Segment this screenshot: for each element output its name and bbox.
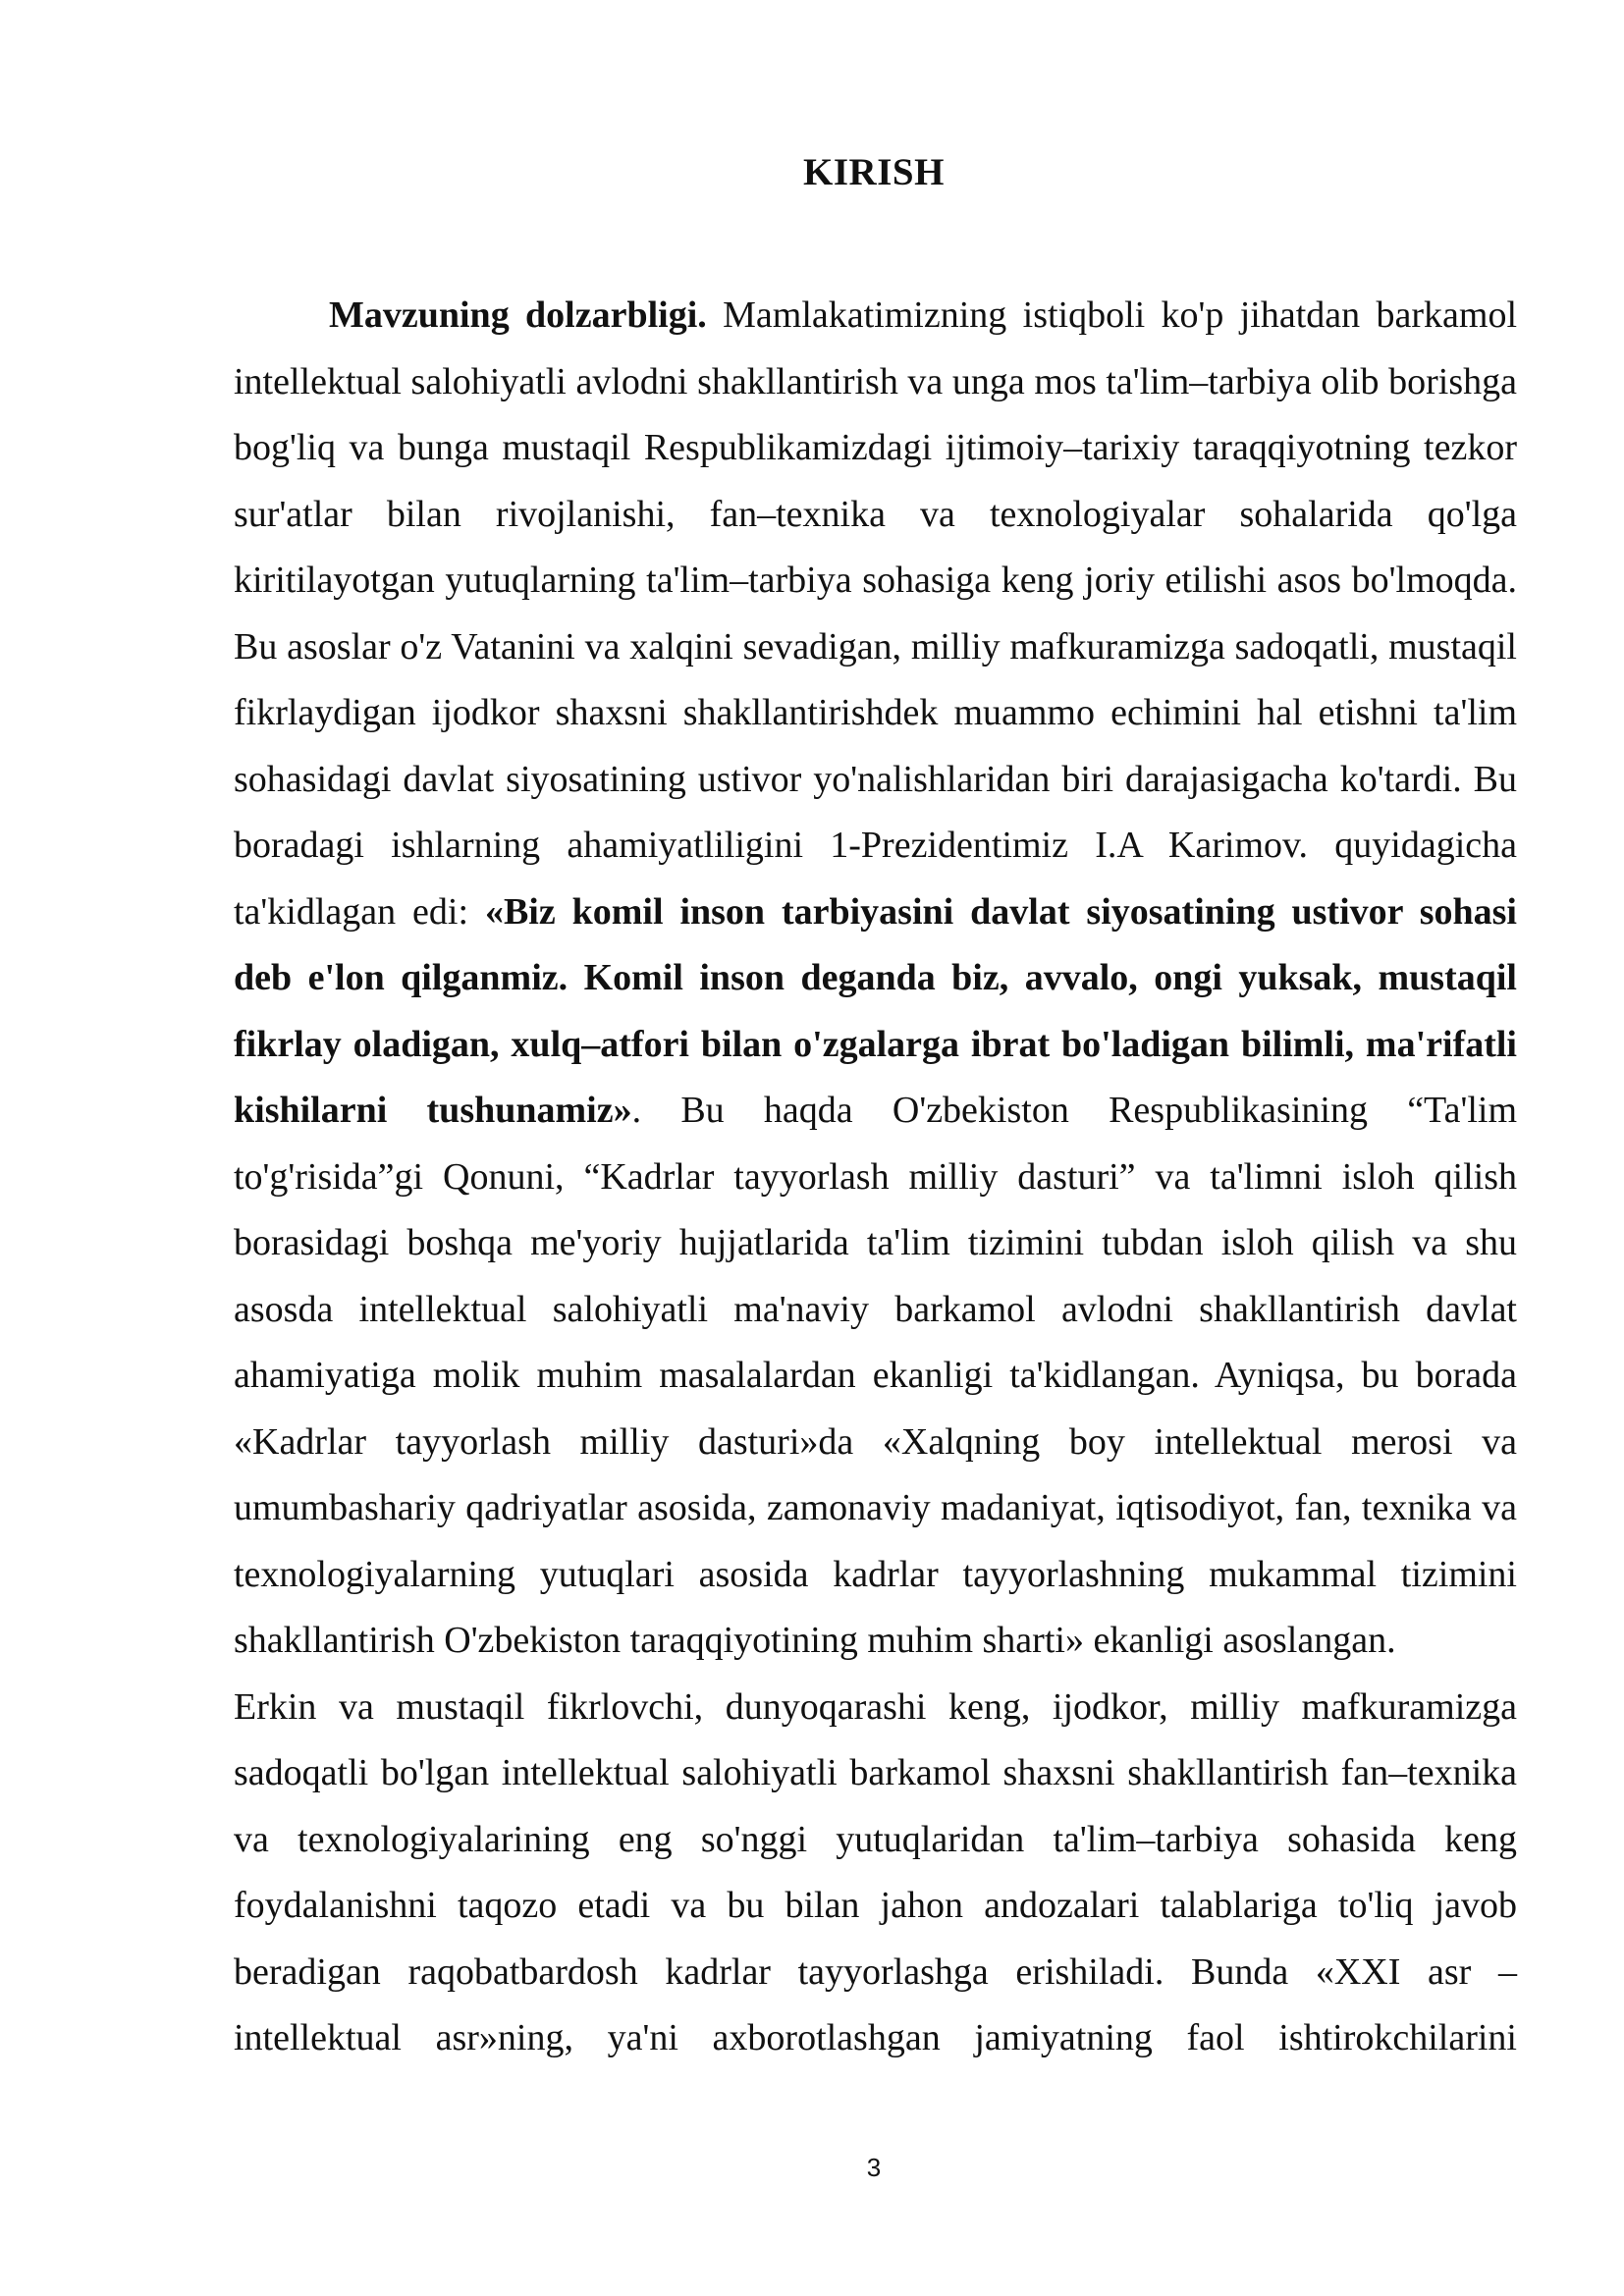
president-quote: «Biz komil inson tarbiyasini davlat siyosatining ustivor sohasi deb e'lon qilganmiz. Komil inson deganda biz, avvalo, ongi yuksak, mustaqil fikrlay oladigan, xulq–atfori bilan o'zgalarga ibrat bo'ladigan bilimli, ma'rifatli kishilarni tushunamiz» xyxy=(234,890,1517,1131)
section-heading: KIRISH xyxy=(803,151,945,193)
paragraph-lead: Mavzuning dolzarbligi. xyxy=(329,294,707,336)
paragraph-continuation: Erkin va mustaqil fikrlovchi, dunyoqarashi keng, ijodkor, milliy mafkuramizga sadoqatli bo'lgan intellektual salohiyatli barkamol shaxsni shakllantirish fan–texnika va texnologiyalarining eng so'nggi yutuqlaridan ta'lim–tarbiya sohasida keng foydalanishni taqozo etadi va bu bilan jahon andozalari talablariga to'liq javob beradigan raqobatbardosh kadrlar tayyorlashga erishiladi. Bunda «XXI asr – intellektual asr»ning, ya'ni axborotlashgan jamiyatning faol ishtirokchilarini xyxy=(234,1685,1517,2058)
page-number: 3 xyxy=(866,2153,882,2182)
paragraph-relevance xyxy=(234,283,1517,1675)
paragraph-text-a: Mamlakatimizning istiqboli ko'p jihatdan barkamol intellektual salohiyatli avlodni shakllantirish va unga mos ta'lim–tarbiya olib borishga bog'liq va bunga mustaqil Respublikamizdagi ijtimoiy–tarixiy taraqqiyotning tezkor sur'atlar bilan rivojlanishi, fan–texnika va texnologiyalar sohalarida qo'lga kiritilayotgan yutuqlarning ta'lim–tarbiya sohasiga keng joriy etilishi asos bo'lmoqda. Bu asoslar o'z Vatanini va xalqini sevadigan, milliy mafkuramizga sadoqatli, mustaqil fikrlaydigan ijodkor shaxsni shakllantirishdek muammo echimini hal etishni ta'lim sohasidagi davlat siyosatining ustivor yo'nalishlaridan biri darajasigacha ko'tardi. Bu boradagi ishlarning ahamiyatliligini 1-Prezidentimiz I.A Karimov. quyidagicha ta'kidlagan edi: xyxy=(234,294,1517,933)
paragraph-text-b: . Bu haqda O'zbekiston Respublikasining “Ta'lim to'g'risida”gi Qonuni, “Kadrlar tayyorlash milliy dasturi” va ta'limni isloh qilish borasidagi boshqa me'yoriy hujjatlarida ta'lim tizimini tubdan isloh qilish va shu asosda intellektual salohiyatli ma'naviy barkamol avlodni shakllantirish davlat ahamiyatiga molik muhim masalalardan ekanligi ta'kidlangan. Ayniqsa, bu borada «Kadrlar tayyorlash milliy dasturi»da «Xalqning boy intellektual merosi va umumbashariy qadriyatlar asosida, zamonaviy madaniyat, iqtisodiyot, fan, texnika va texnologiyalarning yutuqlari asosida kadrlar tayyorlashning mukammal tizimini shakllantirish O'zbekiston taraqqiyotining muhim sharti» ekanligi asoslangan. xyxy=(234,1090,1518,1661)
body-text xyxy=(234,283,1517,2072)
